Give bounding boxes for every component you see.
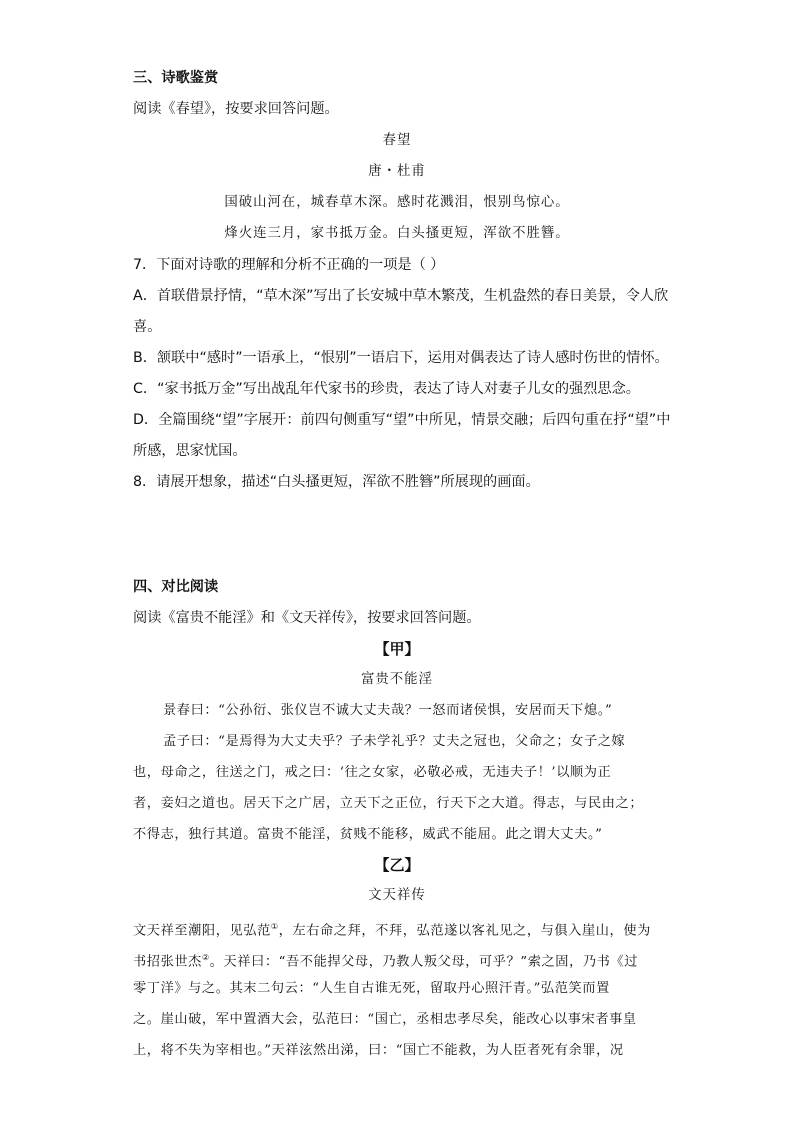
poem-title: 春望 xyxy=(382,133,412,148)
passage-yi-line-1-b: ，左右命之拜，不拜，弘范遂以客礼见之，与俱入崖山，使为 xyxy=(278,923,651,939)
passage-yi-line-2 xyxy=(133,948,638,972)
passage-yi-title: 文天祥传 xyxy=(368,888,426,903)
passage-yi-line-3: 零丁洋》与之。其末二句云：“人生自古谁无死，留取丹心照汗青。”弘范笑而置 xyxy=(133,981,610,996)
question-8: 8．请展开想象，描述“白头搔更短，浑欲不胜簪”所展现的画面。 xyxy=(133,474,540,490)
section4-instruction: 阅读《富贵不能淫》和《文天祥传》，按要求回答问题。 xyxy=(133,610,481,626)
question-7-option-c: C．“家书抵万金”写出战乱年代家书的珍贵，表达了诗人对妻子儿女的强烈思念。 xyxy=(133,381,640,397)
section4-heading: 四、对比阅读 xyxy=(133,579,219,595)
question-7-option-b: B．颔联中“感时”一语承上，“恨别”一语启下，运用对偶表达了诗人感时伤世的情怀。 xyxy=(133,350,669,366)
passage-yi-line-2-a: 书招张世杰 xyxy=(133,954,202,970)
footnote-marker-2: ② xyxy=(201,953,210,962)
passage-jia-line-1: 景春曰：“公孙衍、张仪岂不诚大丈夫哉？一怒而诸侯惧，安居而天下熄。” xyxy=(163,703,613,718)
passage-yi-line-1-a: 文天祥至潮阳，见弘范 xyxy=(133,923,271,939)
passage-yi-line-4: 之。崖山破，军中置酒大会，弘范曰：“国亡，丞相忠孝尽矣，能改心以事宋者事皇 xyxy=(133,1012,637,1027)
question-7-option-d: D．全篇围绕“望”字展开：前四句侧重写“望”中所见，情景交融；后四句重在抒“望”中 xyxy=(133,412,671,428)
question-7-option-d-cont: 所感，思家忧国。 xyxy=(133,443,247,459)
section3-heading: 三、诗歌鉴赏 xyxy=(133,70,219,86)
footnote-marker-1: ① xyxy=(270,922,279,931)
poem-line-1: 国破山河在，城春草木深。感时花溅泪，恨别鸟惊心。 xyxy=(224,195,570,210)
passage-yi-line-1 xyxy=(133,917,651,941)
passage-yi-line-5: 上，将不失为宰相也。”天祥泫然出涕，曰：“国亡不能救，为人臣者死有余罪，况 xyxy=(133,1043,624,1058)
passage-jia-line-5: 不得志，独行其道。富贵不能淫，贫贱不能移，威武不能屈。此之谓大丈夫。” xyxy=(133,827,603,842)
passage-jia-line-3: 也，母命之，往送之门，戒之曰：‘往之女家，必敬必戒，无违夫子！’以顺为正 xyxy=(133,765,612,780)
section3-instruction: 阅读《春望》，按要求回答问题。 xyxy=(133,101,339,117)
poem-author: 唐・杜甫 xyxy=(368,164,426,179)
question-7-stem: 7．下面对诗歌的理解和分析不正确的一项是（ ） xyxy=(133,257,445,273)
poem-line-2: 烽火连三月，家书抵万金。白头搔更短，浑欲不胜簪。 xyxy=(224,226,570,241)
passage-jia-title: 富贵不能淫 xyxy=(361,672,433,687)
passage-jia-line-2: 孟子曰：“是焉得为大丈夫乎？子未学礼乎？丈夫之冠也，父命之；女子之嫁 xyxy=(163,734,626,749)
passage-jia-label: 【甲】 xyxy=(374,640,420,658)
question-7-option-a-cont: 喜。 xyxy=(133,319,162,335)
question-7-option-a: A．首联借景抒情，“草木深”写出了长安城中草木繁茂，生机盎然的春日美景，令人欣 xyxy=(133,288,669,304)
passage-yi-label: 【乙】 xyxy=(374,856,420,874)
passage-yi-line-2-b: 。天祥曰：“吾不能捍父母，乃教人叛父母，可乎？”索之固，乃书《过 xyxy=(209,954,639,970)
passage-jia-line-4: 者，妾妇之道也。居天下之广居，立天下之正位，行天下之大道。得志，与民由之； xyxy=(133,796,644,811)
